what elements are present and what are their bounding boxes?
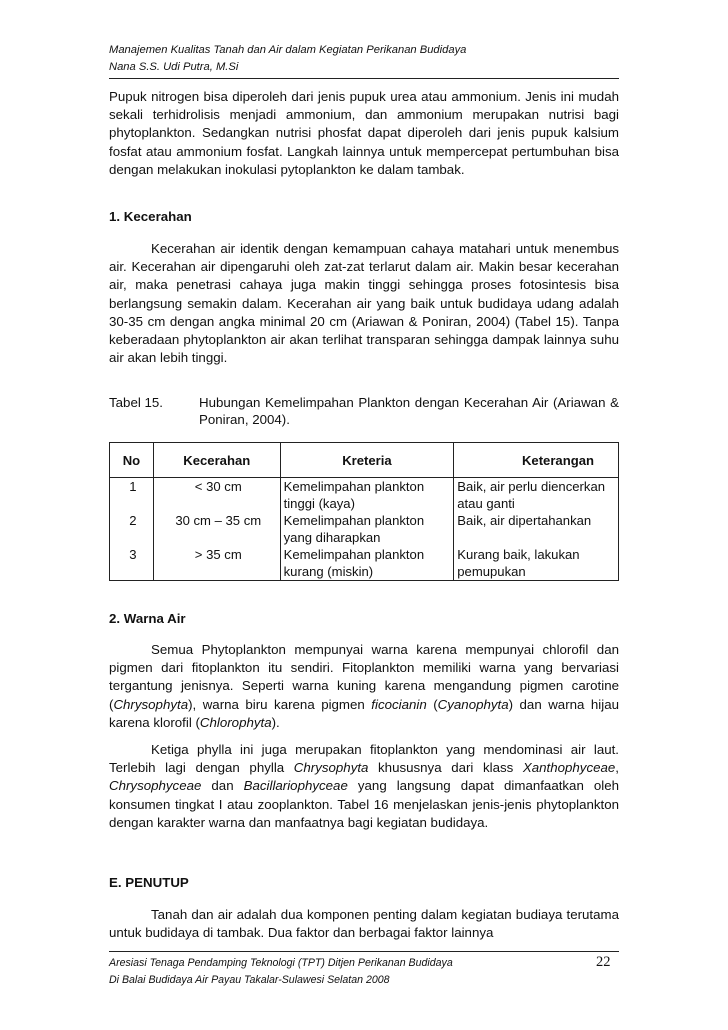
table-cell-no: 1 [110, 478, 154, 513]
table-cell-kreteria: Kemelimpahan plankton tinggi (kaya) [280, 478, 454, 513]
table-cell-kecerahan: < 30 cm [153, 478, 280, 513]
footer-line-2: Di Balai Budidaya Air Payau Takalar-Sulawesi Selatan 2008 [109, 974, 390, 986]
text-run: ), warna biru karena pigmen [188, 696, 372, 712]
taxon-term: Cyanophyta [437, 696, 509, 712]
table-cell-no: 2 [110, 512, 154, 546]
text-run: yang langsung dapat dimanfaatkan oleh konsumen tingkat I atau zooplankton. Tabel 16 menjelaskan jenis-jenis phytoplankton dengan karakter warna dan manfaatnya bagi kegiatan budidaya. [109, 778, 620, 830]
table-header-keterangan: Keterangan [454, 443, 619, 478]
table-cell-keterangan: Kurang baik, lakukan pemupukan [454, 546, 619, 581]
table-header-row [110, 443, 619, 478]
running-header-author: Nana S.S. Udi Putra, M.Si [109, 61, 239, 73]
table-caption [109, 394, 619, 430]
text-run: ). [271, 714, 280, 730]
penutup-paragraph [109, 906, 619, 942]
text-run: Semua Phytoplankton mempunyai warna karena mempunyai chlorofil dan pigmen dari fitoplankton itu sendiri. Fitoplankton memiliki warna yang bervariasi tergantung jenisnya. Seperti warna kuning karena mengandung pigmen carotine ( [109, 642, 619, 712]
page-number: 22 [596, 954, 611, 970]
text-run: ( [433, 696, 438, 712]
warna-air-paragraph-1 [109, 641, 619, 732]
text-run: dan [201, 778, 244, 794]
taxon-term: Xanthophyceae [522, 760, 616, 776]
table-cell-kecerahan: 30 cm – 35 cm [153, 512, 280, 546]
plankton-table [109, 442, 619, 581]
text-run: ) dan warna hijau karena klorofil ( [109, 696, 619, 730]
table-header-kecerahan: Kecerahan [153, 443, 280, 478]
text-run: khususnya dari klass [368, 760, 523, 776]
table-header-no: No [110, 443, 154, 478]
table-row [110, 478, 619, 513]
taxon-term: Bacillariophyceae [243, 778, 348, 794]
taxon-term: Chrysophyta [113, 696, 189, 712]
text-run: , [615, 760, 619, 776]
running-header-title: Manajemen Kualitas Tanah dan Air dalam Kegiatan Perikanan Budidaya [109, 44, 467, 56]
taxon-term: Chrysophyta [293, 760, 369, 776]
table-cell-kecerahan: > 35 cm [153, 546, 280, 581]
text-run: Ketiga phylla ini juga merupakan fitoplankton yang mendominasi air laut. Terlebih lagi dengan phylla [109, 742, 619, 776]
table-cell-kreteria: Kemelimpahan plankton kurang (miskin) [280, 546, 454, 581]
taxon-term: Chrysophyceae [109, 778, 202, 794]
header-rule [109, 78, 619, 79]
table-header-kreteria: Kreteria [280, 443, 454, 478]
table-cell-keterangan: Baik, air dipertahankan [454, 512, 619, 546]
table-caption-text: Hubungan Kemelimpahan Plankton dengan Kecerahan Air (Ariawan & Poniran, 2004). [199, 395, 619, 427]
intro-paragraph [109, 88, 619, 179]
warna-air-text-1 [109, 641, 619, 732]
kecerahan-text: Kecerahan air identik dengan kemampuan cahaya matahari untuk menembus air. Kecerahan air dipengaruhi oleh zat-zat terlarut dalam air. Makin besar kecerahan air, maka penetrasi cahaya juga makin tinggi sehingga proses fotosintesis bisa berlangsung semakin dalam. Kecerahan air yang baik untuk budidaya udang adalah 30-35 cm dengan angka minimal 20 cm (Ariawan & Poniran, 2004) (Tabel 15). Tanpa keberadaan phytoplankton air akan terlihat transparan sehingga dampak lainnya suhu air akan lebih tinggi. [109, 241, 619, 366]
table-row [110, 546, 619, 581]
table-row [110, 512, 619, 546]
kecerahan-paragraph [109, 240, 619, 367]
warna-air-text-2 [109, 741, 619, 832]
pigment-term: ficocianin [371, 696, 427, 712]
section-heading-kecerahan: 1. Kecerahan [109, 209, 192, 224]
warna-air-paragraph-2 [109, 741, 619, 832]
section-heading-warna-air: 2. Warna Air [109, 611, 186, 626]
table-cell-kreteria: Kemelimpahan plankton yang diharapkan [280, 512, 454, 546]
table-cell-no: 3 [110, 546, 154, 581]
footer-rule [109, 951, 619, 952]
footer-line-1: Aresiasi Tenaga Pendamping Teknologi (TPT) Ditjen Perikanan Budidaya [109, 957, 453, 969]
intro-text: Pupuk nitrogen bisa diperoleh dari jenis pupuk urea atau ammonium. Jenis ini mudah sekali terhidrolisis menjadi ammonium, dan ammonium merupakan nutrisi bagi phytoplankton. Sedangkan nutrisi phosfat dapat diperoleh dari jenis pupuk kalsium fosfat atau ammonium fosfat. Langkah lainnya untuk mempercepat pertumbuhan bisa dengan melakukan inokulasi pytoplankton ke dalam tambak. [109, 89, 619, 177]
section-heading-penutup: E. PENUTUP [109, 875, 189, 890]
taxon-term: Chlorophyta [199, 714, 272, 730]
table-cell-keterangan: Baik, air perlu diencerkan atau ganti [454, 478, 619, 513]
table-caption-label: Tabel 15. [109, 395, 163, 410]
penutup-text: Tanah dan air adalah dua komponen penting dalam kegiatan budiaya terutama untuk budidaya di tambak. Dua faktor dan berbagai faktor lainnya [109, 907, 619, 941]
